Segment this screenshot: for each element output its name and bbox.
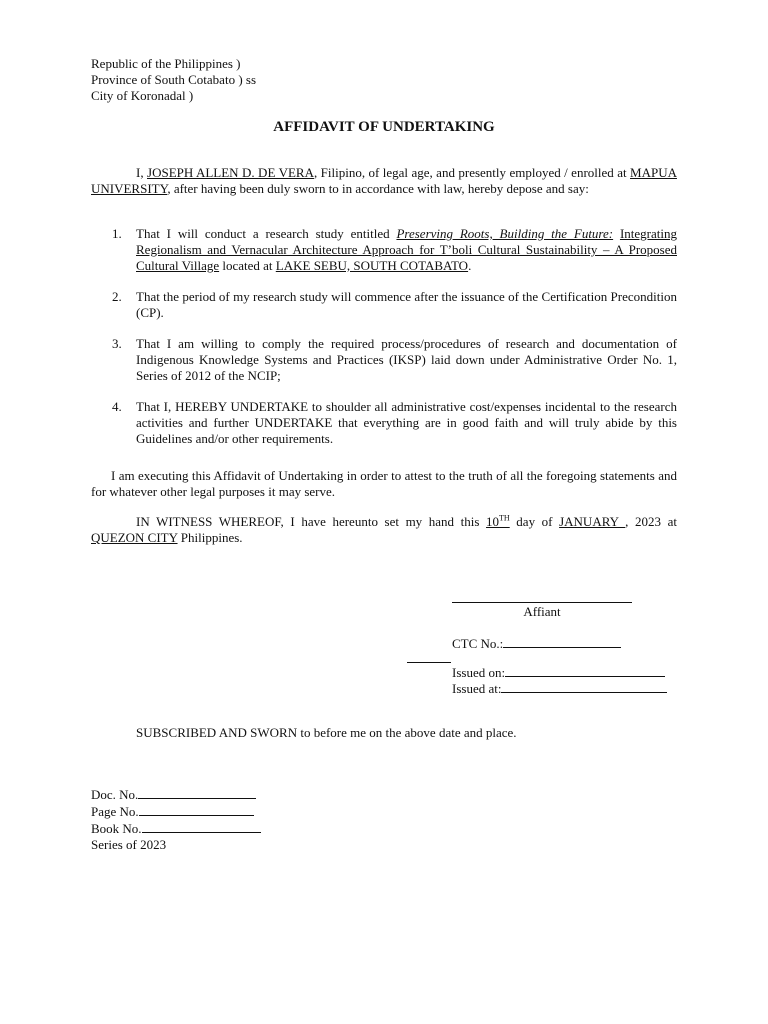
item-number: 4. (112, 399, 122, 414)
notary-block (91, 786, 261, 853)
list-item (91, 399, 677, 447)
intro-end: , after having been duly sworn to in accordance with law, hereby depose and say: (167, 181, 589, 196)
item-located: located at (219, 258, 276, 273)
page-no-field (139, 803, 254, 816)
research-title-italic: Preserving Roots, Building the Future: (396, 226, 614, 241)
item-text: That I, HEREBY UNDERTAKE to shoulder all administrative cost/expenses incidental to the research activities and further UNDERTAKE that everything are in good faith and will truly abide by this Guidelines and/or other requirements. (136, 399, 677, 446)
subscribed-statement: SUBSCRIBED AND SWORN to before me on the above date and place. (136, 725, 517, 740)
venue-block (91, 56, 256, 104)
affiant-signature-line (452, 602, 632, 603)
witness-month: JANUARY (559, 514, 626, 529)
ctc-row (452, 635, 621, 652)
list-item: 1. That I will conduct a research study entitled Preserving Roots, Building the Future: Integrating Regionalism and Vernacular Architecture Approach for T’boli Cultural Sustainability – A Proposed Cultural Village located at LAKE SEBU, SOUTH COTABATO. (112, 226, 677, 273)
research-place: LAKE SEBU, SOUTH COTABATO (275, 258, 469, 273)
item-number: 2. (112, 289, 122, 304)
list-item (91, 289, 677, 321)
venue-line-republic: Republic of the Philippines ) (91, 56, 241, 71)
venue-line-province: Province of South Cotabato ) ss (91, 72, 257, 87)
page-no-label: Page No. (91, 804, 139, 819)
issued-at-field (501, 680, 667, 693)
short-rule (407, 662, 451, 663)
doc-no-field (138, 786, 256, 799)
school-name: MAPUA UNIVERSITY (91, 165, 677, 196)
venue-line-city: City of Koronadal ) (91, 88, 194, 103)
issued-on-label: Issued on: (452, 665, 506, 680)
book-no-label: Book No. (91, 821, 142, 836)
series-line: Series of 2023 (91, 837, 167, 852)
executing-paragraph: I am executing this Affidavit of Undertaking in order to attest to the truth of all the foregoing statements and for whatever other legal purposes it may serve. (91, 468, 677, 499)
witness-day: 10TH (486, 513, 510, 529)
intro-mid: , Filipino, of legal age, and presently employed / enrolled at (313, 165, 631, 180)
witness-city: QUEZON CITY (91, 530, 178, 545)
book-no-row (91, 820, 261, 837)
book-no-field (142, 820, 261, 833)
ctc-label: CTC No.: (452, 636, 504, 651)
intro-paragraph (91, 165, 677, 197)
witness-paragraph: IN WITNESS WHEREOF, I have hereunto set my hand this 10TH day of JANUARY , 2023 at QUEZON CITY Philippines. (91, 513, 677, 545)
page-no-row (91, 803, 261, 820)
item-number: 1. (112, 226, 122, 241)
affiant-name: JOSEPH ALLEN D. DE VERA (147, 165, 314, 180)
ctc-field (503, 635, 621, 648)
item-number: 3. (112, 336, 122, 351)
list-item (91, 336, 677, 384)
doc-no-row (91, 786, 261, 803)
issued-at-row (452, 680, 667, 697)
document-title: AFFIDAVIT OF UNDERTAKING (273, 119, 495, 135)
issued-at-label: Issued at: (452, 681, 502, 696)
item-text: That I am willing to comply the required process/procedures of research and documentation of Indigenous Knowledge Systems and Practices (IKSP) laid down under Administrative Order No. 1, Series of 2012 of the NCIP; (136, 336, 677, 383)
item-text: That the period of my research study will commence after the issuance of the Certification Precondition (CP). (136, 289, 677, 320)
research-title: Integrating Regionalism and Vernacular Architecture Approach for T’boli Cultural Sustainability – A Proposed Cultural Village (136, 226, 677, 273)
item-text: That I will conduct a research study entitled (136, 226, 397, 241)
issued-on-row (452, 664, 665, 681)
intro-i: I, (136, 165, 148, 180)
affiant-label: Affiant (523, 604, 561, 619)
doc-no-label: Doc. No. (91, 787, 139, 802)
issued-on-field (505, 664, 665, 677)
undertaking-list (91, 226, 677, 447)
